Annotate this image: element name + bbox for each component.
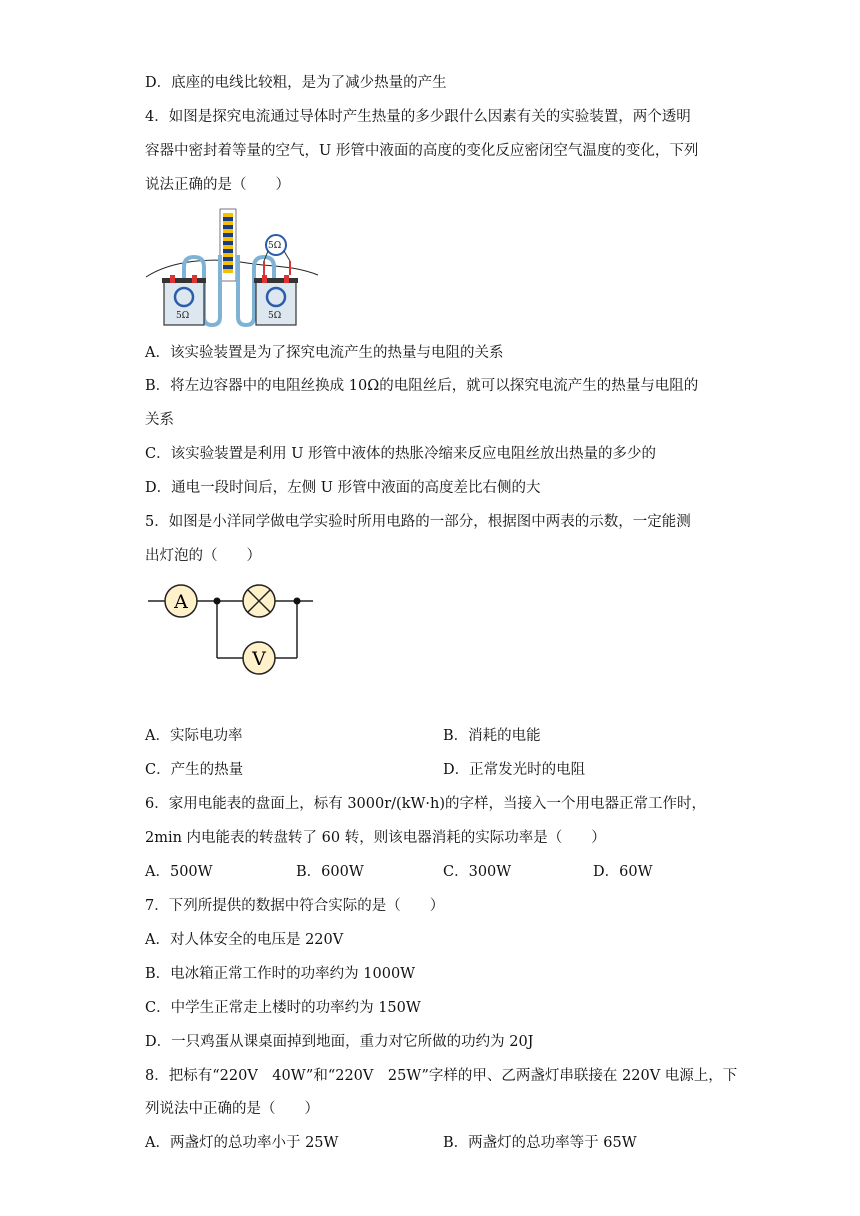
q4-option-c: C．该实验装置是利用 U 形管中液体的热胀冷缩来反应电阻丝放出热量的多少的 — [145, 446, 657, 462]
q5-stem-line1: 5．如图是小洋同学做电学实验时所用电路的一部分，根据图中两表的示数，一定能测 — [145, 514, 691, 530]
external-resistor-label: 5Ω — [268, 241, 282, 251]
q4-stem-line2: 容器中密封着等量的空气，U 形管中液面的高度的变化反应密闭空气温度的变化，下列 — [145, 143, 699, 159]
q4-option-b-line2: 关系 — [145, 412, 174, 428]
q5-option-c: C．产生的热量 — [145, 762, 244, 778]
q4-option-d: D．通电一段时间后，左侧 U 形管中液面的高度差比右侧的大 — [145, 480, 541, 496]
ammeter-label: A — [174, 591, 188, 613]
left-resistor-label: 5Ω — [176, 311, 190, 321]
q6-option-a: A．500W — [145, 864, 213, 880]
voltmeter-label: V — [252, 648, 266, 670]
q8-option-a: A．两盏灯的总功率小于 25W — [145, 1135, 339, 1151]
q5-option-d: D．正常发光时的电阻 — [443, 762, 586, 778]
q8-stem-line1: 8．把标有“220V 40W”和“220V 25W”字样的甲、乙两盏灯串联接在 220V 电源上，下 — [145, 1068, 738, 1084]
q4-stem-line1: 4．如图是探究电流通过导体时产生热量的多少跟什么因素有关的实验装置，两个透明 — [145, 109, 691, 125]
q3-option-d: D．底座的电线比较粗，是为了减少热量的产生 — [145, 75, 447, 91]
q4-experiment-figure — [142, 205, 322, 330]
q7-option-c: C．中学生正常走上楼时的功率约为 150W — [145, 1000, 421, 1016]
q6-option-b: B．600W — [296, 864, 364, 880]
q7-option-d: D．一只鸡蛋从课桌面掉到地面，重力对它所做的功约为 20J — [145, 1034, 534, 1050]
q6-stem-line1: 6．家用电能表的盘面上，标有 3000r/(kW·h)的字样，当接入一个用电器正常工作时， — [145, 796, 707, 812]
q7-option-b: B．电冰箱正常工作时的功率约为 1000W — [145, 966, 416, 982]
q5-option-a: A．实际电功率 — [145, 728, 243, 744]
q6-option-d: D．60W — [593, 864, 653, 880]
q5-option-b: B．消耗的电能 — [443, 728, 541, 744]
q7-option-a: A．对人体安全的电压是 220V — [145, 932, 344, 948]
ruler-scale — [223, 213, 233, 273]
q8-stem-line2: 列说法中正确的是（ ） — [145, 1101, 319, 1117]
q6-stem-line2: 2min 内电能表的转盘转了 60 转，则该电器消耗的实际功率是（ ） — [145, 830, 606, 846]
q5-stem-line2: 出灯泡的（ ） — [145, 548, 261, 564]
q7-stem: 7．下列所提供的数据中符合实际的是（ ） — [145, 898, 445, 914]
q8-option-b: B．两盏灯的总功率等于 65W — [443, 1135, 637, 1151]
right-resistor-label: 5Ω — [268, 311, 282, 321]
q4-stem-line3: 说法正确的是（ ） — [145, 177, 290, 193]
q4-option-a: A．该实验装置是为了探究电流产生的热量与电阻的关系 — [145, 345, 504, 361]
q4-option-b-line1: B．将左边容器中的电阻丝换成 10Ω的电阻丝后，就可以探究电流产生的热量与电阻的 — [145, 378, 699, 394]
q6-option-c: C．300W — [443, 864, 512, 880]
q5-circuit-figure — [145, 580, 320, 680]
